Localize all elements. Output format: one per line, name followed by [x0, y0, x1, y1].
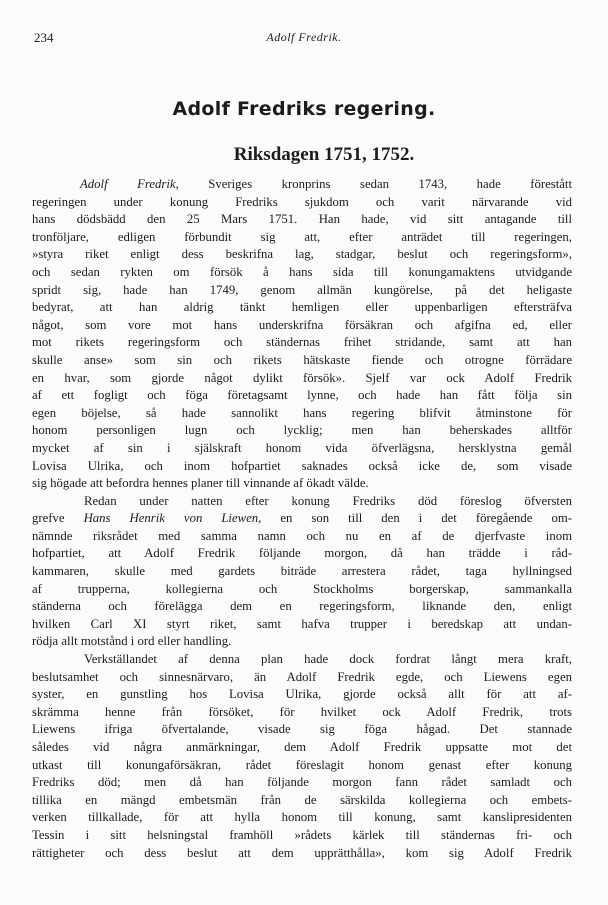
- text-line: [32, 282, 572, 300]
- text-segment: tronföljare, edligen förbundit sig att, efter anträdet till regeringen,: [32, 229, 572, 244]
- text-line: [32, 246, 572, 264]
- text-line: [32, 370, 572, 388]
- text-segment: således vid några anmärkningar, dem Adolf Fredrik uppsatte mot det: [32, 740, 572, 754]
- text-line: [32, 792, 572, 810]
- text-segment: Tessin i sitt helsningstal framhöll »rådets kärlek till ständernas fri- och: [32, 827, 572, 842]
- text-segment: spridt sig, hade han 1749, genom allmän kungörelse, på det heligaste: [32, 282, 572, 297]
- italic-name: Adolf Fredrik,: [80, 177, 179, 191]
- text-segment: nämnde riksrådet med samma namn och nu en af de djerfvaste inom: [32, 528, 572, 543]
- chapter-title: Adolf Fredriks regering.: [172, 98, 436, 120]
- text-segment: syster, en gunstling hos Lovisa Ulrika, gjorde också allt för att af-: [32, 687, 572, 702]
- text-segment: hans dödsbädd den 25 Mars 1751. Han hade, vid sitt antagande till: [32, 212, 572, 227]
- text-segment: Liewens ifriga öfvertalande, visade sig föga hågad. Det stannade: [32, 722, 572, 737]
- text-segment: skrämma henne från försöket, för hvilket ock Adolf Fredrik, trots: [32, 704, 572, 719]
- body-text: [32, 176, 572, 862]
- text-line: [32, 563, 572, 581]
- text-segment: beslutsamhet och sinnesnärvaro, än Adolf Fredrik egde, och Liewens egen: [32, 669, 572, 684]
- text-line: [32, 405, 572, 423]
- text-line: [32, 475, 572, 493]
- text-line: [32, 176, 572, 194]
- text-line: [32, 264, 572, 282]
- text-line: [32, 774, 572, 792]
- text-segment: en hvar, som gjorde något dylikt försök». Sjelf var ock Adolf Fredrik: [32, 370, 572, 385]
- text-line: [32, 721, 572, 739]
- text-line: [32, 387, 572, 405]
- italic-name: Hans Henrik von Liewen,: [83, 511, 262, 526]
- text-line: [32, 704, 572, 722]
- text-segment: rödja allt motstånd i ord eller handling.: [32, 634, 232, 649]
- text-segment: Sveriges kronprins sedan 1743, hade förestått: [178, 177, 572, 191]
- text-segment: Fredriks död; men då han följande morgon fann rådet samladt och: [32, 775, 572, 790]
- text-line: [32, 651, 572, 669]
- text-line: [32, 633, 572, 651]
- text-line: [32, 827, 572, 845]
- text-segment: bedyrat, att han aldrig tänkt hemligen eller uppenbarligen eftersträfva: [32, 300, 572, 315]
- text-line: [32, 229, 572, 247]
- text-segment: mot rikets regeringsform och ständernas frihet stridande, samt att han: [32, 335, 572, 350]
- text-line: [32, 686, 572, 704]
- text-line: [32, 422, 572, 440]
- section-subtitle: Riksdagen 1751, 1752.: [233, 144, 415, 165]
- text-line: [32, 299, 572, 317]
- text-segment: en son till den i det föregående om-: [261, 511, 573, 526]
- text-line: [32, 493, 572, 511]
- text-line: [32, 317, 572, 335]
- text-line: [32, 845, 572, 863]
- text-segment: utkast till konungaförsäkran, rådet föreslagit honom genast efter konung: [32, 757, 572, 772]
- text-segment: hvilken Carl XI styrt riket, samt hafva trupper i beredskap att undan-: [32, 616, 572, 631]
- text-line: [32, 581, 572, 599]
- text-line: [32, 809, 572, 827]
- text-line: [32, 352, 572, 370]
- running-head: Adolf Fredrik.: [266, 30, 342, 44]
- text-segment: egen böjelse, så hade sannolikt hans regering blifvit åtminstone för: [32, 405, 572, 420]
- text-segment: skulle anse» som sin och rikets hätskaste fiende och otrogne förrädare: [32, 352, 572, 367]
- text-segment: något, som vore mot hans underskrifna försäkran och afgifna ed, eller: [32, 317, 572, 332]
- text-segment: ständerna och förelägga dem en regeringsform, liknande den, enligt: [32, 599, 572, 614]
- text-segment: kammaren, skulle med gardets biträde arrestera rådet, taga hyllningsed: [32, 564, 572, 579]
- page-number: 234: [34, 30, 54, 45]
- text-line: [32, 194, 572, 212]
- text-segment: honom personligen lugn och lycklig; men han beherskades alltför: [32, 423, 572, 438]
- text-segment: mycket af sin i själskraft honom vida öfverlägsna, hersklystna gemål: [32, 440, 572, 455]
- text-line: [32, 669, 572, 687]
- text-segment: af ett fogligt och föga företagsamt lynne, och hade han fått följa sin: [32, 388, 572, 403]
- text-line: [32, 510, 572, 528]
- text-line: [32, 739, 572, 757]
- text-line: [32, 545, 572, 563]
- text-segment: rättigheter och dess beslut att dem upprätthålla», kom sig Adolf Fredrik: [32, 845, 572, 860]
- text-line: [32, 458, 572, 476]
- text-segment: Verkställandet af denna plan hade dock fordrat långt mera kraft,: [84, 652, 572, 667]
- text-segment: »styra riket enligt dess beskrifna lag, stadgar, beslut och regeringsform»,: [32, 247, 572, 262]
- text-line: [32, 616, 572, 634]
- text-line: [32, 528, 572, 546]
- text-line: [32, 440, 572, 458]
- text-segment: Lovisa Ulrika, och inom hofpartiet saknades också icke de, som visade: [32, 458, 572, 473]
- text-segment: hofpartiet, att Adolf Fredrik följande morgon, då han trädde i råd-: [32, 546, 572, 561]
- text-segment: sig högade att befordra hennes planer till vinnande af ökadt välde.: [32, 476, 369, 491]
- text-segment: Redan under natten efter konung Fredriks död föreslog öfversten: [84, 493, 572, 508]
- text-line: [32, 598, 572, 616]
- text-segment: tillika en mängd embetsmän från de särskilda kollegierna och embets-: [32, 792, 572, 807]
- text-line: [32, 211, 572, 229]
- text-line: [32, 334, 572, 352]
- text-segment: verken tillkallade, för att hylla honom till konung, samt kanslipresidenten: [32, 810, 572, 825]
- text-line: [32, 757, 572, 775]
- text-segment: regeringen under konung Fredriks sjukdom och varit närvarande vid: [32, 194, 572, 209]
- text-segment: grefve: [32, 511, 84, 526]
- text-segment: och sedan rykten om försök å hans sida till konungamaktens utvidgande: [32, 264, 572, 279]
- text-segment: af trupperna, kollegierna och Stockholms borgerskap, sammankalla: [32, 581, 572, 596]
